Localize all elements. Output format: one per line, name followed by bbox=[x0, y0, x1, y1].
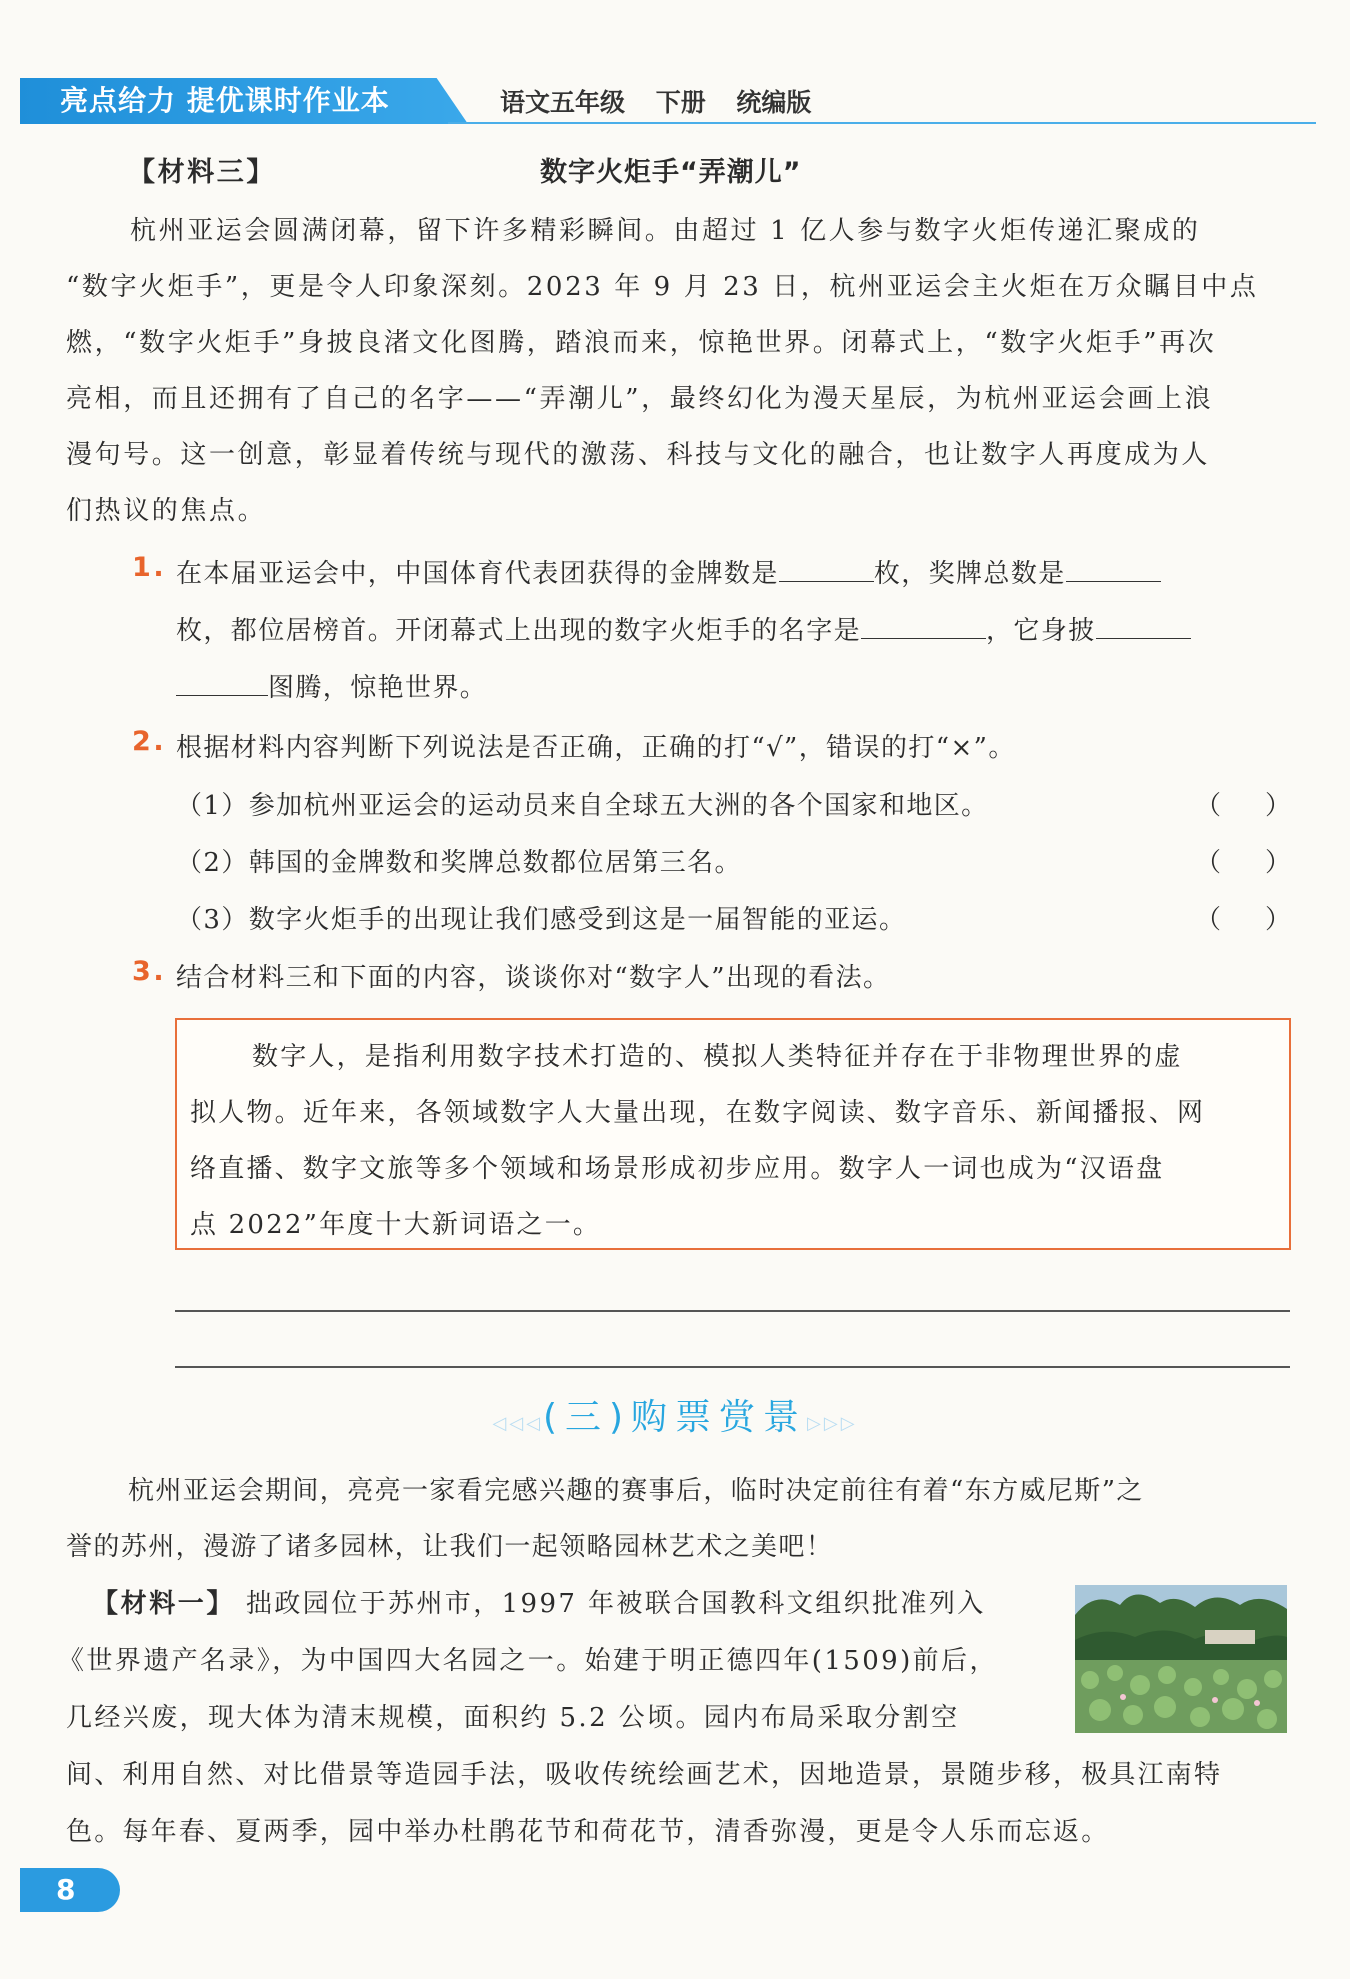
material3-label: 【材料三】 bbox=[128, 157, 276, 188]
reference-line: 拟人物。近年来，各领域数字人大量出现，在数字阅读、数字音乐、新闻播报、网 bbox=[190, 1098, 1206, 1128]
reference-line: 络直播、数字文旅等多个领域和场景形成初步应用。数字人一词也成为“汉语盘 bbox=[190, 1154, 1165, 1184]
question-2-item: （3）数字火炬手的出现让我们感受到这是一届智能的亚运。 bbox=[176, 905, 907, 935]
section-3-intro-line: 杭州亚运会期间，亮亮一家看完感兴趣的赛事后，临时决定前往有着“东方威尼斯”之 bbox=[128, 1476, 1144, 1506]
material3-line: 杭州亚运会圆满闭幕，留下许多精彩瞬间。由超过 1 亿人参与数字火炬传递汇聚成的 bbox=[130, 216, 1201, 246]
question-3-stem: 结合材料三和下面的内容，谈谈你对“数字人”出现的看法。 bbox=[176, 963, 891, 993]
answer-line[interactable] bbox=[175, 1366, 1290, 1368]
question-2-stem: 根据材料内容判断下列说法是否正确，正确的打“√”，错误的打“×”。 bbox=[176, 733, 1016, 763]
question-2-item: （1）参加杭州亚运会的运动员来自全球五大洲的各个国家和地区。 bbox=[176, 791, 989, 821]
material3-line: “数字火炬手”，更是令人印象深刻。2023 年 9 月 23 日，杭州亚运会主火炬在万众瞩目中点 bbox=[66, 272, 1259, 302]
answer-blank[interactable] bbox=[1096, 616, 1191, 639]
material3-line: 们热议的焦点。 bbox=[66, 496, 267, 526]
header-subtitle: 语文五年级 下册 统编版 bbox=[500, 88, 812, 117]
material3-line: 燃，“数字火炬手”身披良渚文化图腾，踏浪而来，惊艳世界。闭幕式上，“数字火炬手”再次 bbox=[66, 328, 1217, 358]
answer-blank[interactable] bbox=[176, 673, 268, 696]
answer-paren-open: （ bbox=[1195, 848, 1223, 878]
answer-blank[interactable] bbox=[779, 559, 874, 582]
header-brand: 亮点给力 提优课时作业本 bbox=[60, 84, 390, 117]
title-decoration-right: ▷▷▷ bbox=[807, 1413, 858, 1434]
answer-paren-close: ） bbox=[1265, 791, 1293, 821]
material3-line: 亮相，而且还拥有了自己的名字——“弄潮儿”，最终幻化为漫天星辰，为杭州亚运会画上浪 bbox=[66, 384, 1214, 414]
page-number: 8 bbox=[56, 1873, 76, 1906]
material3-title: 数字火炬手“弄潮儿” bbox=[540, 157, 802, 188]
section-3-title: ◁◁◁(三)购票赏景▷▷▷ bbox=[492, 1397, 858, 1438]
question-2-number: 2. bbox=[132, 726, 167, 757]
material1-line: 几经兴废，现大体为清末规模，面积约 5.2 公顷。园内布局采取分割空 bbox=[66, 1703, 960, 1733]
answer-paren-open: （ bbox=[1195, 905, 1223, 935]
answer-paren-close: ） bbox=[1265, 848, 1293, 878]
question-1-number: 1. bbox=[132, 552, 167, 583]
reference-line: 点 2022”年度十大新词语之一。 bbox=[190, 1210, 602, 1240]
reference-line: 数字人，是指利用数字技术打造的、模拟人类特征并存在于非物理世界的虚 bbox=[252, 1042, 1183, 1072]
question-2-item: （2）韩国的金牌数和奖牌总数都位居第三名。 bbox=[176, 848, 742, 878]
material1-label: 【材料一】 bbox=[92, 1589, 236, 1619]
material1-line: 拙政园位于苏州市，1997 年被联合国教科文组织批准列入 bbox=[246, 1589, 986, 1619]
header-rule bbox=[448, 122, 1316, 124]
answer-blank[interactable] bbox=[1066, 559, 1161, 582]
title-decoration-left: ◁◁◁ bbox=[492, 1413, 543, 1434]
material1-line: 《世界遗产名录》，为中国四大名园之一。始建于明正德四年(1509)前后， bbox=[58, 1646, 998, 1676]
answer-blank[interactable] bbox=[861, 616, 986, 639]
answer-paren-open: （ bbox=[1195, 791, 1223, 821]
material1-line: 间、利用自然、对比借景等造园手法，吸收传统绘画艺术，因地造景，景随步移，极具江南特 bbox=[66, 1760, 1223, 1790]
question-3-number: 3. bbox=[132, 956, 167, 987]
garden-photo bbox=[1075, 1585, 1287, 1733]
question-1-line-2: 枚，都位居榜首。开闭幕式上出现的数字火炬手的名字是 ，它身披 bbox=[176, 610, 1191, 647]
material3-line: 漫句号。这一创意，彰显着传统与现代的激荡、科技与文化的融合，也让数字人再度成为人 bbox=[66, 440, 1211, 470]
question-1-line-1: 在本届亚运会中，中国体育代表团获得的金牌数是 枚，奖牌总数是 bbox=[176, 553, 1161, 590]
garden-photo-illustration bbox=[1075, 1585, 1287, 1733]
material1-line: 色。每年春、夏两季，园中举办杜鹃花节和荷花节，清香弥漫，更是令人乐而忘返。 bbox=[66, 1817, 1110, 1847]
answer-paren-close: ） bbox=[1265, 905, 1293, 935]
section-3-intro-line: 誉的苏州，漫游了诸多园林，让我们一起领略园林艺术之美吧！ bbox=[66, 1532, 834, 1562]
question-1-line-3: 图腾，惊艳世界。 bbox=[176, 667, 487, 704]
answer-line[interactable] bbox=[175, 1310, 1290, 1312]
